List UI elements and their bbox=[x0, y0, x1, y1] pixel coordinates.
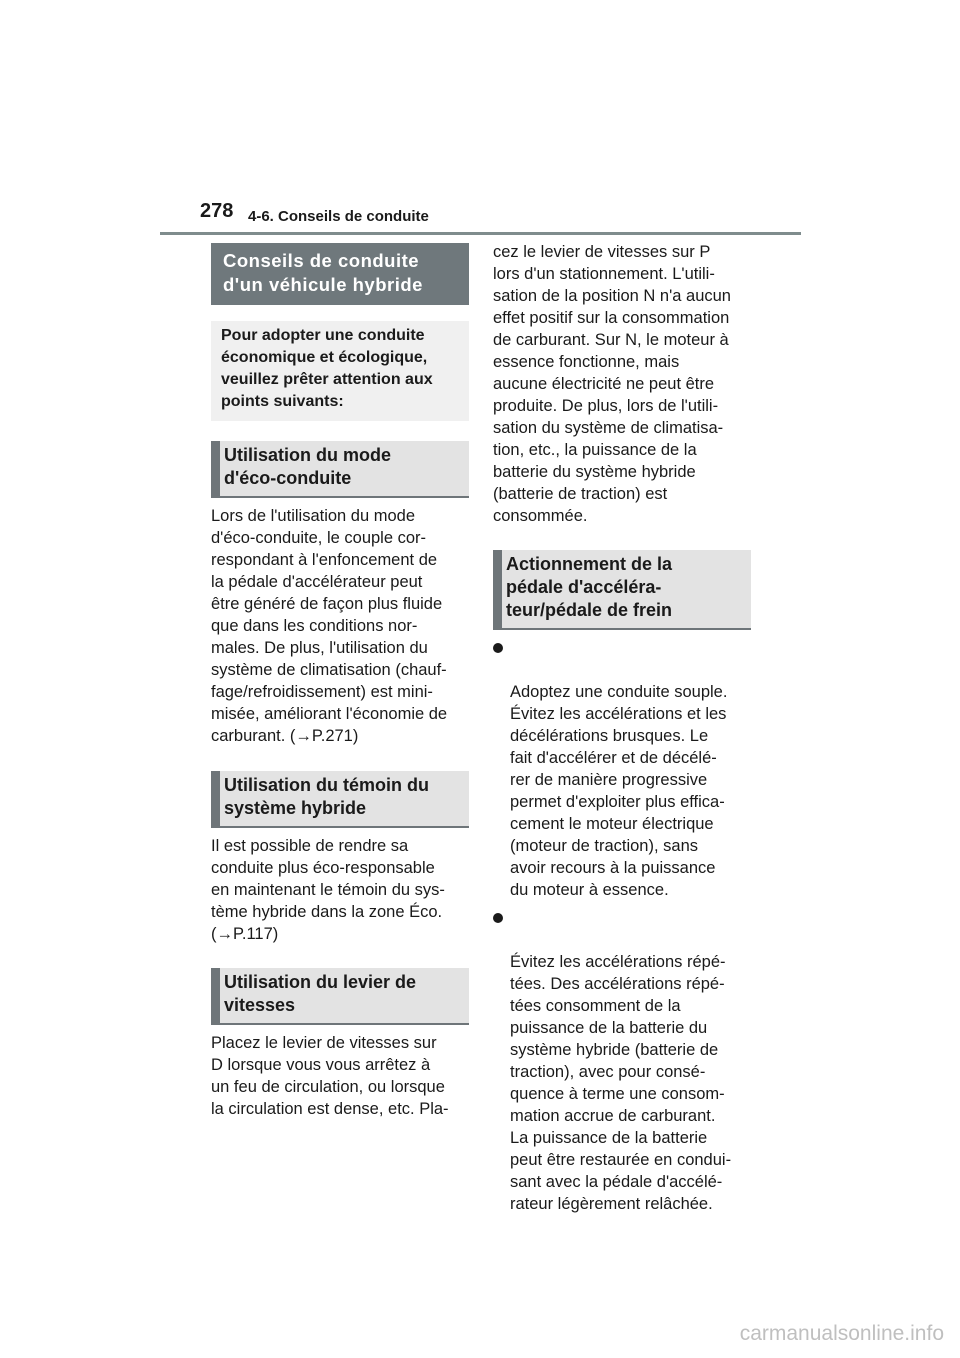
indicator-text: Il est possible de rendre sa conduite plus éco-responsable en maintenant le témoin du sys- tème hybride dans la zone Éco. (→P.117) bbox=[211, 837, 445, 943]
pedal-heading: Actionnement de la pédale d'accéléra- teur/pédale de frein bbox=[493, 550, 751, 630]
bullet-text: Adoptez une conduite souple. Évitez les accélérations et les décélérations brusques. Le fait d'accélérer et de décélé- rer de manière progressive permet d'exploiter plus effica- cement le moteur électrique (moteur de traction), sans avoir recours à la puissance du moteur à essence. bbox=[510, 683, 728, 899]
shift-lever-heading: Utilisation du levier de vitesses bbox=[211, 968, 469, 1025]
bullet-icon bbox=[493, 913, 503, 923]
page-number: 278 bbox=[200, 200, 234, 222]
right-column bbox=[493, 241, 751, 1215]
bullet-text: Évitez les accélérations répé- tées. Des accélérations répé- tées consomment de la puissance de la batterie du système hybride (batterie de traction), avec pour consé- quence à terme une consom- mation accrue de carburant. La puissance de la batterie peut être restaurée en condui- sant avec la pédale d'accélé- rateur légèrement relâchée. bbox=[510, 953, 732, 1213]
eco-mode-heading: Utilisation du mode d'éco-conduite bbox=[211, 441, 469, 498]
pedal-bullet-list bbox=[493, 637, 751, 1215]
section-title: 4-6. Conseils de conduite bbox=[248, 208, 429, 225]
eco-mode-text: Lors de l'utilisation du mode d'éco-conduite, le couple cor- respondant à l'enfoncement de la pédale d'accélérateur peut être généré de façon plus fluide que dans les conditions nor- males. De plus, l'utilisation du système de climatisation (chauf- fage/refroidissement) est mini- misée, améliorant l'économie de carburant. (→P.271) bbox=[211, 507, 448, 745]
header-rule bbox=[160, 232, 801, 235]
main-heading: Conseils de conduite d'un véhicule hybride bbox=[211, 243, 469, 305]
intro-box: Pour adopter une conduite économique et écologique, veuillez prêter attention aux points suivants: bbox=[211, 321, 469, 421]
list-item bbox=[493, 907, 751, 1215]
bullet-icon bbox=[493, 643, 503, 653]
list-item bbox=[493, 637, 751, 901]
shift-lever-text-continued: cez le levier de vitesses sur P lors d'un stationnement. L'utili- sation de la position N n'a aucun effet positif sur la consommation de carburant. Sur N, le moteur à essence fonctionne, mais aucune électricité ne peut être produite. De plus, lors de l'utili- sation du système de climatisa- tion, etc., la puissance de la batterie du système hybride (batterie de traction) est consommée. bbox=[493, 243, 731, 525]
watermark: carmanualsonline.info bbox=[739, 1322, 944, 1345]
indicator-heading: Utilisation du témoin du système hybride bbox=[211, 771, 469, 828]
left-column bbox=[211, 243, 469, 1120]
shift-lever-text: Placez le levier de vitesses sur D lorsque vous vous arrêtez à un feu de circulation, ou lorsque la circulation est dense, etc. Pla- bbox=[211, 1034, 449, 1118]
